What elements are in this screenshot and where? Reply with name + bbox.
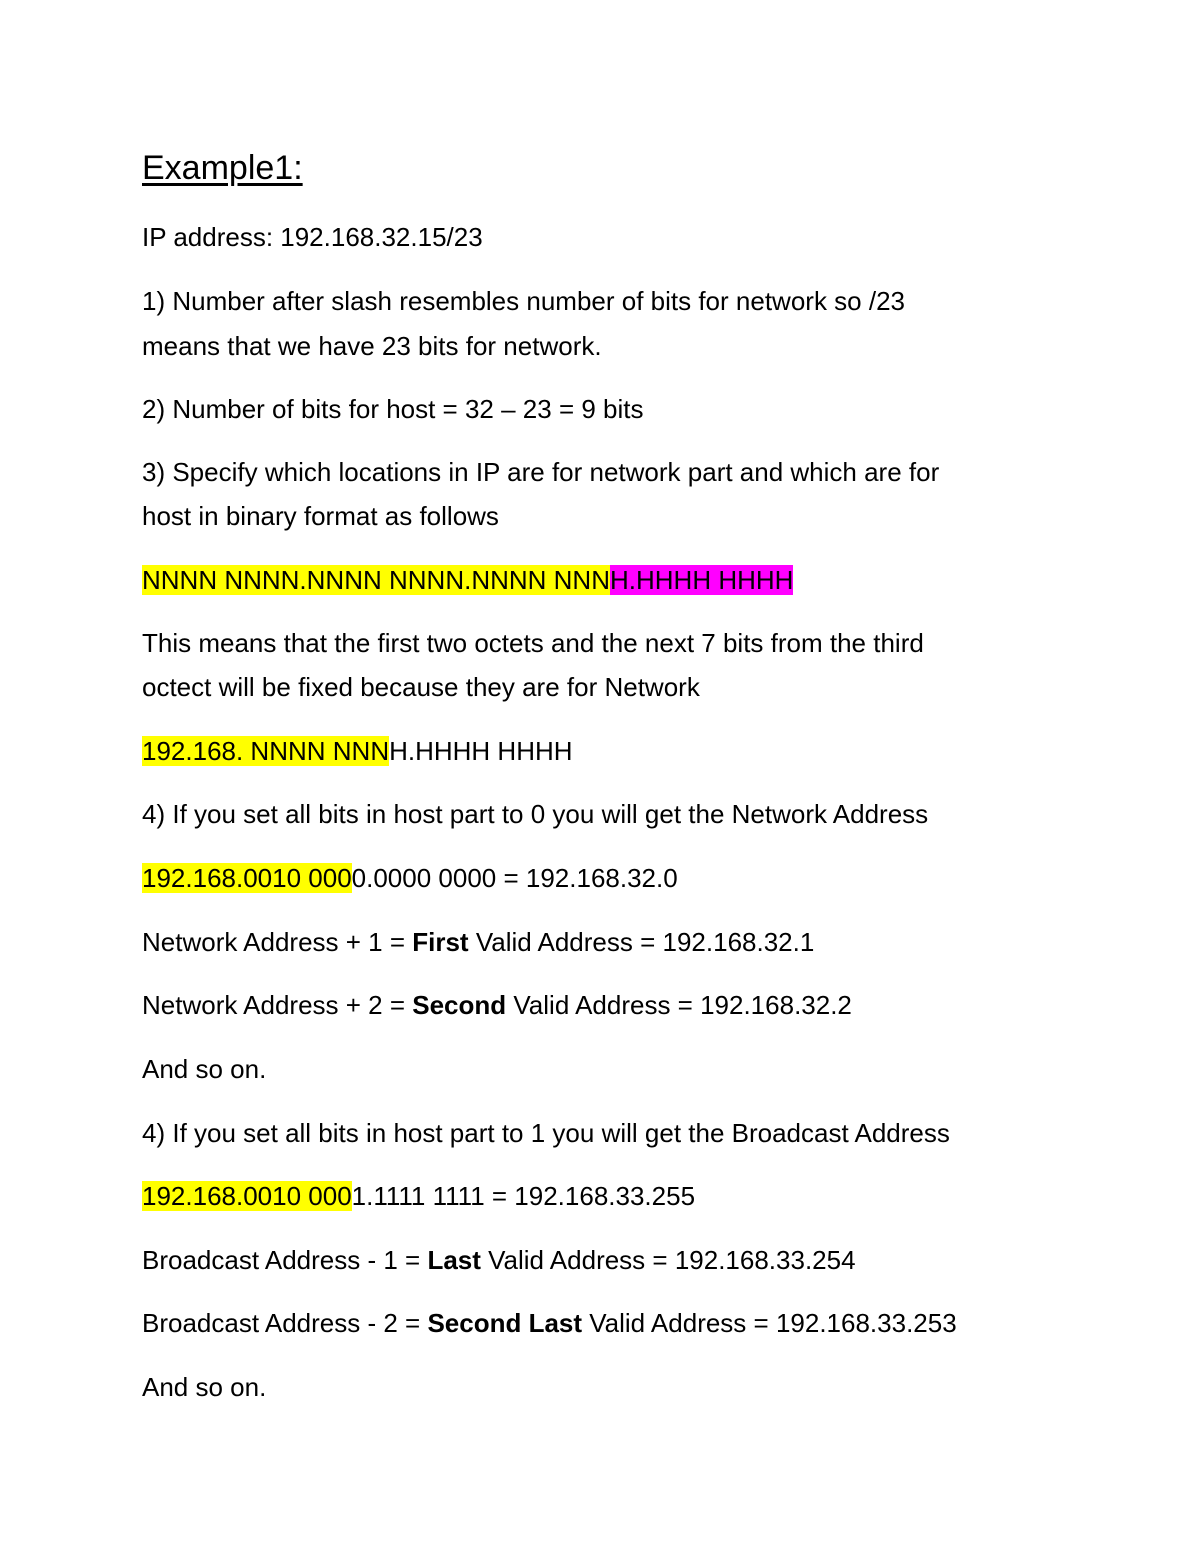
host-bits-highlight: H.HHHH HHHH	[609, 565, 794, 595]
step1-line1: 1) Number after slash resembles number of bits for network so /23	[142, 286, 905, 316]
second-last-valid-prefix: Broadcast Address - 2 =	[142, 1308, 428, 1338]
ip-address-line: IP address: 192.168.32.15/23	[142, 222, 483, 252]
last-valid-line	[142, 1243, 1102, 1277]
first-valid-suffix: Valid Address = 192.168.32.1	[468, 927, 815, 957]
broadcast-calc-highlight: 192.168.0010 000	[142, 1181, 352, 1211]
step2-line: 2) Number of bits for host = 32 – 23 = 9 bits	[142, 394, 644, 424]
fixed-host-text: H.HHHH HHHH	[389, 736, 573, 766]
step3-line2: host in binary format as follows	[142, 501, 499, 531]
second-last-valid-line	[142, 1306, 1102, 1340]
network-address-calc	[142, 861, 1102, 895]
network-calc-rest: 0.0000 0000 = 192.168.32.0	[351, 863, 678, 893]
second-valid-bold: Second	[412, 990, 507, 1020]
bit-pattern-line	[142, 563, 1102, 597]
last-valid-bold: Last	[427, 1245, 481, 1275]
broadcast-calc-rest: 1.1111 1111 = 192.168.33.255	[351, 1181, 696, 1211]
fixed-network-highlight: 192.168. NNNN NNN	[142, 736, 390, 766]
step4-broadcast-line: 4) If you set all bits in host part to 1 you will get the Broadcast Address	[142, 1118, 950, 1148]
network-bits-highlight: NNNN NNNN.NNNN NNNN.NNNN NNN	[142, 565, 610, 595]
second-last-valid-bold: Second Last	[427, 1308, 583, 1338]
step3-line1: 3) Specify which locations in IP are for network part and which are for	[142, 457, 940, 487]
fixed-pattern-line	[142, 734, 1102, 768]
last-valid-suffix: Valid Address = 192.168.33.254	[480, 1245, 856, 1275]
example-title: Example1:	[142, 149, 303, 187]
and-so-on-2: And so on.	[142, 1372, 267, 1402]
last-valid-prefix: Broadcast Address - 1 =	[142, 1245, 428, 1275]
and-so-on-1: And so on.	[142, 1054, 267, 1084]
explain-line2: octect will be fixed because they are for Network	[142, 672, 700, 702]
network-calc-highlight: 192.168.0010 000	[142, 863, 352, 893]
second-valid-prefix: Network Address + 2 =	[142, 990, 413, 1020]
first-valid-line	[142, 925, 1102, 959]
step4-network-line: 4) If you set all bits in host part to 0 you will get the Network Address	[142, 799, 929, 829]
second-last-valid-suffix: Valid Address = 192.168.33.253	[582, 1308, 957, 1338]
second-valid-line	[142, 988, 1102, 1022]
explain-line1: This means that the first two octets and the next 7 bits from the third	[142, 628, 924, 658]
first-valid-bold: First	[412, 927, 469, 957]
step1-line2: means that we have 23 bits for network.	[142, 331, 602, 361]
first-valid-prefix: Network Address + 1 =	[142, 927, 413, 957]
second-valid-suffix: Valid Address = 192.168.32.2	[506, 990, 852, 1020]
broadcast-address-calc	[142, 1179, 1102, 1213]
